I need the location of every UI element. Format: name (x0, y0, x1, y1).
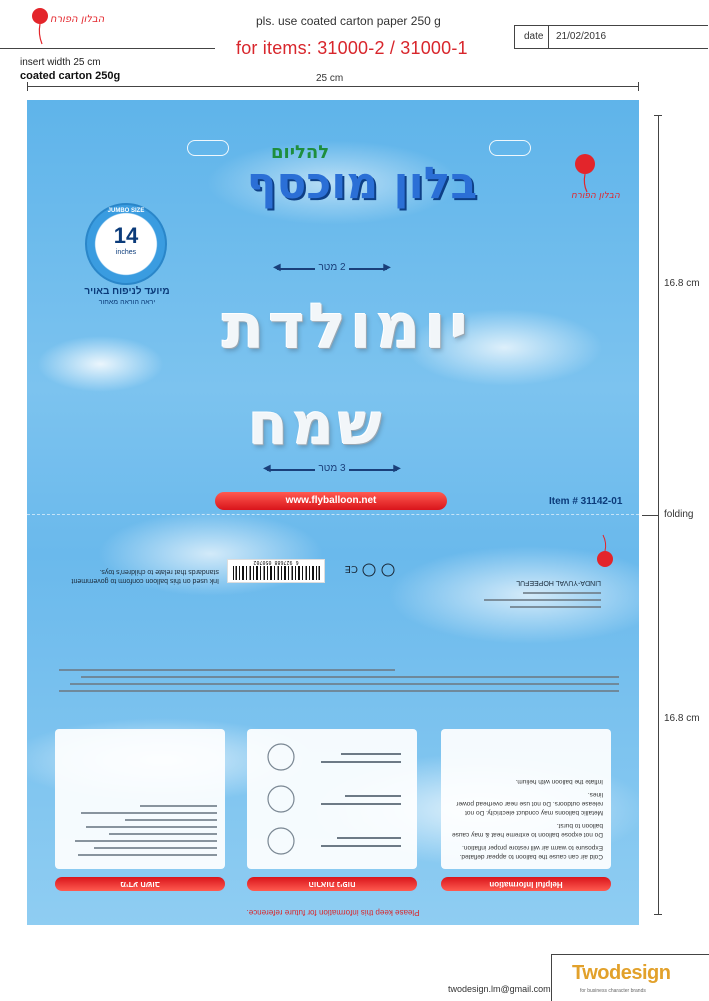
badge-unit: inches (115, 249, 137, 256)
carton-spec: coated carton 250g (20, 70, 121, 82)
folding-marker (642, 515, 658, 516)
important-info-text (63, 800, 217, 861)
helpful-line: Metallic balloons may conduct electricity. Do not release outdoors. Do not use near overhead power lines. (456, 791, 603, 816)
inflation-steps-title: הוראות ניפוח (247, 877, 417, 891)
dimension-tick (27, 82, 28, 91)
foil-letters-line-1: יומולדת (222, 290, 472, 363)
keep-note: Please keep this information for future reference. (246, 908, 420, 917)
helpful-info-text (449, 777, 603, 861)
coated-note: pls. use coated carton paper 250 g (256, 14, 441, 28)
title-main: בלון מוכסף (246, 158, 478, 209)
brand-logo-text: הבלון הפורח (50, 14, 105, 25)
items-note: for items: 31000-2 / 31000-1 (236, 38, 468, 58)
dimension-tick (638, 82, 639, 91)
height-dimension-bottom (658, 515, 659, 915)
studio-tagline: for business character brands (580, 988, 646, 994)
jumbo-size-badge (85, 203, 167, 285)
item-number: Item # 31142-01 (549, 496, 623, 507)
brand-logo-front (567, 152, 620, 204)
barcode (227, 559, 325, 583)
foil-letters-line-2: שמח (248, 390, 386, 458)
arrow-3m-label: 3 מטר (318, 463, 346, 474)
helpful-info-title: Helpful Information (441, 877, 611, 891)
helpful-info-box (441, 729, 611, 889)
divider (548, 25, 549, 49)
divider (0, 48, 215, 49)
width-dimension-line (27, 86, 639, 87)
height-dimension-top (658, 115, 659, 515)
svg-text:CE: CE (344, 563, 358, 574)
width-label: 25 cm (316, 73, 344, 84)
badge-number: 14 (113, 223, 139, 248)
packaging-card (27, 100, 639, 925)
important-info-title: מידע חשוב (55, 877, 225, 891)
height-label-top: 16.8 cm (664, 278, 700, 289)
air-subnote: יראה הוראה מאחור (98, 299, 156, 306)
divider (514, 25, 515, 49)
hang-slot (187, 140, 229, 156)
studio-logo: Twodesign (572, 962, 671, 984)
date-label: date (524, 31, 544, 42)
arrow-2m: ◀ ▶ 2 מטר (273, 262, 391, 273)
arrow-2m-label: 2 מטר (318, 262, 346, 273)
distributor-info (471, 578, 601, 613)
website-bar: www.flyballoon.net (215, 492, 447, 510)
brand-logo (20, 4, 105, 46)
helpful-line: Do not expose balloon to extreme heat & may cause balloon to burst. (451, 822, 603, 838)
divider (514, 25, 708, 26)
legal-text-block (59, 664, 619, 697)
helpful-line: Cold air can cause the balloon to appear deflated. Exposure to warm air will restore proper inflation. (459, 844, 603, 860)
dimension-tick (654, 914, 662, 915)
toys-note: Ink used on this balloon conform to government standards that relate to children's toys. (71, 568, 219, 584)
back-panel (27, 515, 639, 925)
brand-logo-back (579, 533, 619, 569)
height-label-bottom: 16.8 cm (664, 713, 700, 724)
inflation-steps-box (247, 729, 417, 889)
important-info-box (55, 729, 225, 889)
cert-icons (344, 563, 395, 577)
distributor-name: LINDA-YUVAL HOPEEFUL (516, 579, 601, 586)
badge-ring-text: JUMBO SIZE (107, 208, 145, 214)
studio-email: twodesign.lm@gmail.com (448, 984, 551, 994)
air-note: מיועד לניפוח באויר (84, 286, 170, 297)
brand-logo-front-text: הבלון הפורח (571, 191, 620, 201)
barcode-number: 6 927688 050702 (253, 559, 299, 565)
insert-width: insert width 25 cm (20, 57, 101, 68)
inflation-steps-illustration (247, 729, 417, 869)
arrow-3m: ◀ ▶ 3 מטר (263, 463, 401, 474)
divider (514, 48, 708, 49)
folding-label: folding (664, 509, 694, 520)
hang-slot (489, 140, 531, 156)
title-small: להליום (271, 142, 330, 163)
dimension-tick (654, 115, 662, 116)
helpful-line: Inflate the balloon with helium. (515, 778, 603, 785)
date-value: 21/02/2016 (556, 31, 607, 42)
